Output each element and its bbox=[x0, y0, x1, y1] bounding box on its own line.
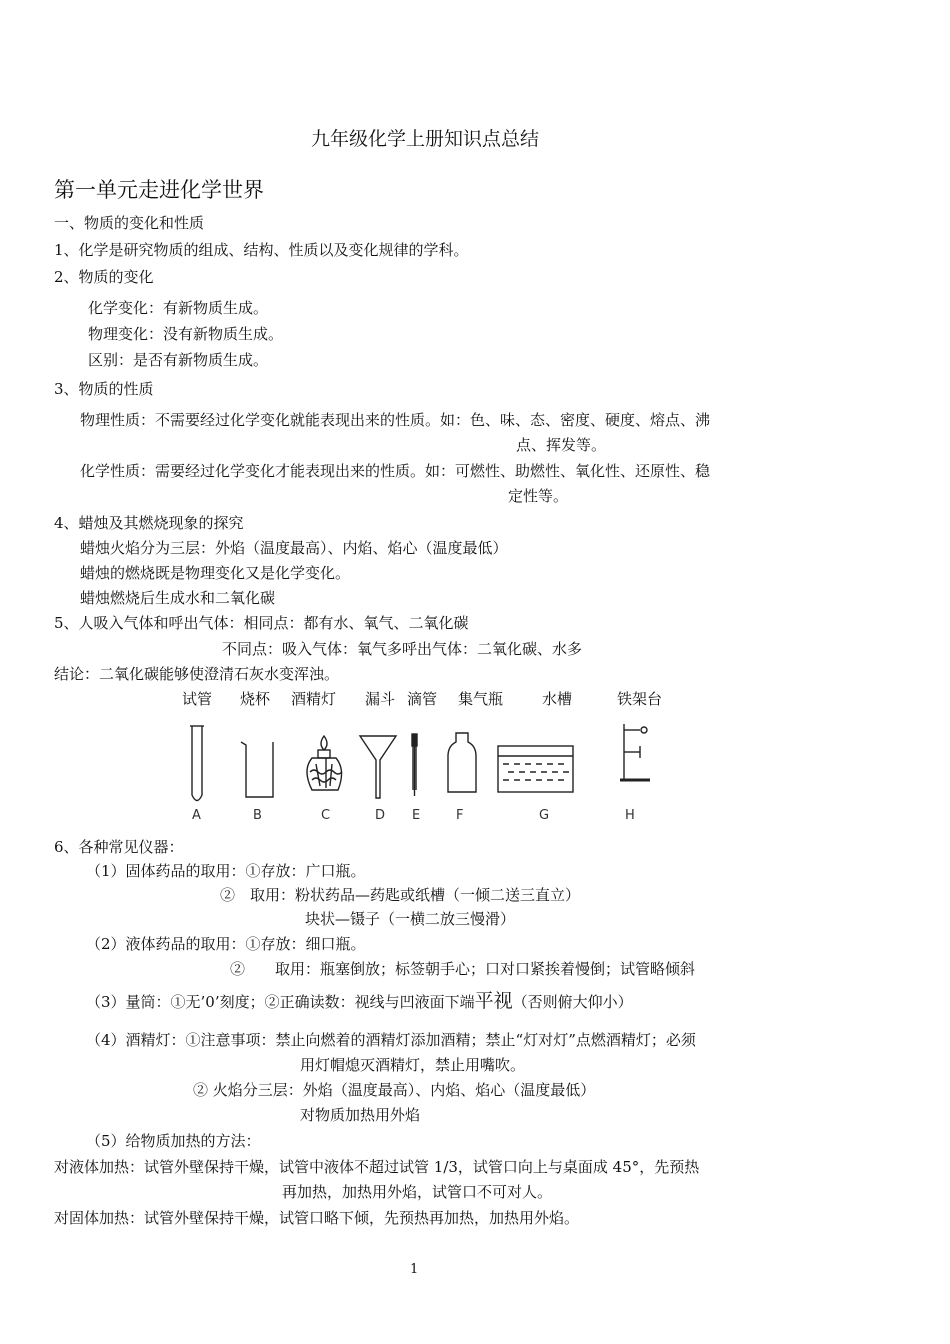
label-beaker: 烧杯 bbox=[240, 690, 271, 708]
iron-stand-icon bbox=[620, 724, 650, 780]
water-trough-icon bbox=[498, 746, 573, 792]
point-5-difference: 不同点：吸入气体：氧气多呼出气体：二氧化碳、水多 bbox=[222, 640, 583, 658]
letter-d: D bbox=[375, 808, 386, 823]
label-dropper: 滴管 bbox=[407, 690, 438, 708]
test-tube-icon bbox=[190, 726, 204, 801]
point-6: 6、各种常见仪器： bbox=[54, 838, 184, 856]
solid-storage: （1）固体药品的取用：①存放：广口瓶。 bbox=[86, 862, 366, 880]
lamp-line2: 用灯帽熄灭酒精灯，禁止用嘴吹。 bbox=[300, 1056, 526, 1074]
cylinder-text: （3）量筒：①无’0’刻度；②正确读数：视线与凹液面下端 bbox=[86, 993, 475, 1011]
letter-g: G bbox=[539, 808, 550, 823]
dropper-icon bbox=[412, 734, 417, 796]
candle-flame: 蜡烛火焰分为三层：外焰（温度最高）、内焰、焰心（温度最低） bbox=[80, 539, 508, 557]
funnel-icon bbox=[360, 736, 396, 798]
point-5: 5、人吸入气体和呼出气体：相同点：都有水、氧气、二氧化碳 bbox=[54, 614, 469, 632]
label-alcohol-lamp: 酒精灯 bbox=[291, 690, 337, 708]
letter-f: F bbox=[456, 808, 464, 823]
label-water-trough: 水槽 bbox=[542, 690, 573, 708]
letter-a: A bbox=[192, 808, 201, 823]
heating-liquid-line2: 再加热，加热用外焰，试管口不可对人。 bbox=[282, 1183, 553, 1201]
page-number: 1 bbox=[410, 1262, 419, 1277]
point-3: 3、物质的性质 bbox=[54, 380, 154, 398]
candle-burning: 蜡烛的燃烧既是物理变化又是化学变化。 bbox=[80, 564, 351, 582]
point-4: 4、蜡烛及其燃烧现象的探究 bbox=[54, 514, 244, 532]
lamp-line4: 对物质加热用外焰 bbox=[300, 1106, 421, 1124]
change-difference: 区别：是否有新物质生成。 bbox=[88, 351, 269, 369]
letter-b: B bbox=[253, 808, 262, 823]
label-test-tube: 试管 bbox=[182, 690, 213, 708]
liquid-storage: （2）液体药品的取用：①存放：细口瓶。 bbox=[86, 935, 366, 953]
cylinder-note: （否则俯大仰小） bbox=[512, 993, 633, 1011]
heating-solid: 对固体加热：试管外壁保持干燥，试管口略下倾，先预热再加热，加热用外焰。 bbox=[54, 1209, 580, 1227]
cylinder-emphasis: 平视 bbox=[474, 990, 513, 1012]
liquid-taking: ② 取用：瓶塞倒放；标签朝手心；口对口紧挨着慢倒；试管略倾斜 bbox=[230, 960, 696, 978]
letter-c: C bbox=[321, 808, 331, 823]
solid-block: 块状—镊子（一横二放三慢滑） bbox=[305, 910, 516, 928]
alcohol-lamp-icon bbox=[307, 736, 342, 790]
lamp-line1: （4）酒精灯：①注意事项：禁止向燃着的酒精灯添加酒精；禁止“灯对灯”点燃酒精灯；必须 bbox=[86, 1031, 696, 1049]
solid-taking: ② 取用：粉状药品—药匙或纸槽（一倾二送三直立） bbox=[220, 886, 581, 904]
section-heading: 一、物质的变化和性质 bbox=[54, 214, 205, 232]
lamp-line3: ② 火焰分三层：外焰（温度最高）、内焰、焰心（温度最低） bbox=[193, 1081, 596, 1099]
heating-methods: （5）给物质加热的方法： bbox=[86, 1132, 261, 1150]
point-2: 2、物质的变化 bbox=[54, 268, 154, 286]
graduated-cylinder bbox=[86, 992, 633, 1011]
unit-heading: 第一单元走进化学世界 bbox=[54, 178, 264, 202]
chemical-property-line1: 化学性质：需要经过化学变化才能表现出来的性质。如：可燃性、助燃性、氧化性、还原性、稳 bbox=[80, 462, 711, 480]
chemical-property-line2: 定性等。 bbox=[508, 487, 569, 505]
candle-products: 蜡烛燃烧后生成水和二氧化碳 bbox=[80, 589, 276, 607]
label-gas-bottle: 集气瓶 bbox=[458, 690, 504, 708]
physical-change: 物理变化：没有新物质生成。 bbox=[88, 325, 284, 343]
label-funnel: 漏斗 bbox=[365, 690, 396, 708]
conclusion: 结论：二氧化碳能够使澄清石灰水变浑浊。 bbox=[54, 665, 340, 683]
beaker-icon bbox=[241, 742, 273, 797]
document-title: 九年级化学上册知识点总结 bbox=[310, 128, 539, 150]
heating-liquid-line1: 对液体加热：试管外壁保持干燥，试管中液体不超过试管 1/3，试管口向上与桌面成 45°，先预热 bbox=[54, 1158, 700, 1176]
letter-e: E bbox=[412, 808, 421, 823]
letter-h: H bbox=[625, 808, 635, 823]
physical-property-line1: 物理性质：不需要经过化学变化就能表现出来的性质。如：色、味、态、密度、硬度、熔点、沸 bbox=[80, 411, 711, 429]
chemical-change: 化学变化：有新物质生成。 bbox=[88, 299, 269, 317]
point-1: 1、化学是研究物质的组成、结构、性质以及变化规律的学科。 bbox=[54, 241, 469, 259]
label-iron-stand: 铁架台 bbox=[617, 690, 663, 708]
physical-property-line2: 点、挥发等。 bbox=[516, 436, 607, 454]
gas-bottle-icon bbox=[448, 733, 476, 792]
